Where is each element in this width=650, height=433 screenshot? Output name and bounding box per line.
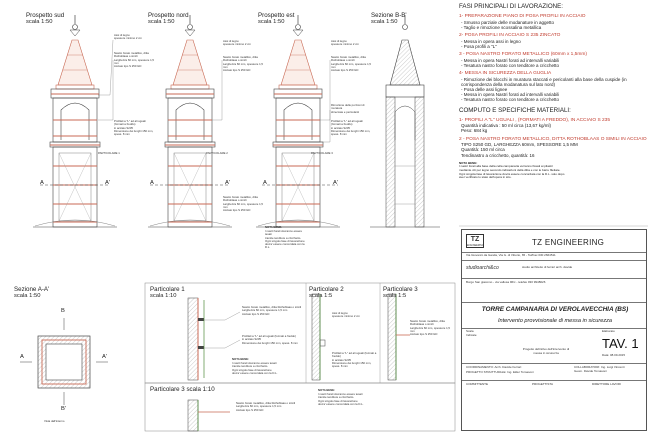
plan-b-label: B [61, 308, 65, 314]
east-elevation-drawing [256, 15, 340, 227]
detail-1-nota-title: NOTA BENE: [232, 357, 250, 361]
detail-2-title: Particolare 2 [309, 286, 344, 293]
plan-b-prime-label: B' [61, 406, 66, 412]
detail-1-annotation-profili: Profilati a "L" ad ali uguali (formati a freddo) in acciaio S235 Dimensione dei lunghi 150 mm, spess. 8 mm [242, 334, 298, 345]
computo-2-item-3: Tendinastro a cricchetto, quantità: 16 [461, 152, 535, 158]
north-elevation-title: Prospetto nord [148, 12, 189, 19]
plan-view-label: Vista dall'interno [44, 419, 65, 423]
elevation-nota-body: I nastri forati dovranno essere tesati tramite tenditore a cricchetto. Ogni singolo fase di lavorazione dovra' essere concordata con la D.L. [265, 229, 305, 250]
section-aa-scale: scala 1:50 [14, 293, 41, 299]
firm-logo-text: TZ [470, 236, 480, 243]
tav-number: TAV. 1 [602, 336, 639, 351]
section-aa-title: Sezione A-A' [14, 286, 50, 293]
east-annotation-profili: Profilati a "L" ad ali uguali (formati a freddo) in acciaio S235 Dimensione dei lunghi 150 mm, spess. 8 mm [331, 119, 371, 137]
phase-4-title: 4- MESSA IN SICUREZZA DELLA GUGLIA [459, 71, 552, 76]
computo-1-title: 1- PROFILI A "L" UGUALI , (FORMATI A FREDDO), IN ACCIAIO S 235 [459, 117, 610, 123]
south-annotation-profili: Profilati a "L" ad ali uguali (formati a freddo) in acciaio S235 Dimensione dei lunghi 150 mm, spess. 8 mm [114, 119, 154, 137]
detail-3b-drawing [188, 400, 230, 431]
computo-1-item-1: Quantità indicativa : 50 ml circa (13,67 kg/ml) [461, 123, 552, 129]
phase-1-item-1: - Smusso parziale delle modanature in aggetto [461, 19, 555, 25]
plan-a-prime-label: A' [102, 354, 107, 360]
section-bb-scale: scala 1:50 [371, 19, 398, 25]
phase-4-item-4: - Messa in opera Nastri forati ad intervalli variabili [461, 92, 560, 98]
north-annotation-nastro: Nastro forato metallico, ditta Rothoblaas o simili Larghezza 60 mm, spessore 1,5 mm Acciaio tipo S 250 GD [223, 55, 263, 73]
phase-4-item-5: - Tesatura nastro forato con tenditore a cricchetto [461, 97, 559, 103]
computo-heading: COMPUTO E SPECIFICHE MATERIALI: [459, 106, 571, 114]
firm-logo [466, 234, 484, 248]
east-annotation-rimozione: Rimozione delle porzioni di muratura sbreccate e pericolanti [331, 103, 365, 114]
phase-3-item-1: - Messa in opera Nastri forati ad intervalli variabili [461, 57, 560, 63]
direttore-label: DIRETTORE LAVORI [592, 382, 621, 386]
detail-1-nota-body: I nastri forati dovranno essere tesati tramite tenditore a cricchetto. Ogni singolo fase di lavorazione dovra' essere concordata con la D.L. [232, 361, 278, 375]
spec-nota-line-2: mediante viti per legno secondo indicazioni della ditta e con le barre filettate. [459, 168, 561, 172]
phase-1-item-2: - Taglio e rimozione scossalina metallica [461, 24, 542, 30]
project-subtitle: Intervento provvisionale di messa in sicurezza [497, 318, 613, 324]
detail-3-annotation-nastro: Nastro forato metallico, ditta Rothoblaas o simili Larghezza 60 mm, spessore 1,5 mm Acciaio tipo S 250 GD [410, 319, 450, 337]
east-annotation-nastro: Nastro forato metallico, ditta Rothoblaas o simili Larghezza 60 mm, spessore 1,5 mm Acciaio tipo S 250 GD [331, 55, 371, 73]
progettista-label: PROGETTISTA [532, 382, 553, 386]
section-aa-drawing [20, 318, 108, 405]
detail-3b-nota-body: I nastri forati dovranno essere tesati tramite tenditore a cricchetto. Ogni singolo fase di lavorazione dovra' essere concordata con la D.L. [318, 392, 364, 406]
particolare-2-label: PARTICOLARE 2 [206, 151, 228, 155]
detail-3b-annotation-nastro: Nastro forato metallico, ditta Rothoblaas o simili Larghezza 60 mm, spessore 1,5 mm Acciaio tipo S 250 GD [236, 401, 296, 412]
detail-3b-nota-title: NOTA BENE: [318, 388, 336, 392]
phase-2-item-2: - Posa profili a "L" [461, 43, 497, 49]
coordinator: COORDINAMENTO: Arch. Davide Ferrari [466, 365, 522, 369]
detail-2-annotation-profili: Profilati a "L" ad ali uguali (formati a freddo) in acciaio S235 Dimensione dei lunghi 150 mm, spess. 8 mm [332, 351, 377, 369]
phase-2-item-1: - Messa in opera assi in legno [461, 38, 521, 44]
phase-1-title: 1- PREPARAZIONE PIANO DI POSA PROFILI IN ACCIAIO [459, 14, 586, 19]
section-a-prime-label: A' [105, 180, 110, 186]
detail-3b-title: Particolare 3 scala 1:10 [150, 386, 215, 393]
committente-label: COMMITTENTE [466, 382, 488, 386]
computo-2-item-2: Quantità: 150 ml circa [461, 147, 505, 153]
phase-4-item-2: corrispondenza della modanatura sul lato nord) [461, 81, 556, 87]
north-elevation-scale: scala 1:50 [148, 19, 175, 25]
phase-3-title: 3 - POSA NASTRO FORATO METALLICO (60mm x 1,5mm) [459, 52, 587, 57]
phase-4-item-1: - Rimozione dei blocchi in muratura staccati e pericolanti alla base della cuspide (in [461, 76, 627, 82]
east-a-label: A [263, 180, 267, 186]
specifications-panel [459, 3, 647, 180]
firm-name: TZ ENGINEERING [532, 238, 605, 247]
detail-3-drawing [388, 294, 410, 380]
studio-address: Borgo San giacomo - via vallosa 96/c - telefax 030 9948026 [466, 280, 546, 284]
phases-heading: FASI PRINCIPALI DI LAVORAZIONE: [459, 3, 563, 10]
elaborato-label: Elaborato [602, 329, 615, 333]
detail-1-scale: scala 1:10 [150, 293, 177, 299]
firm-address: Via Giovanni da Ganda, Via G. di Vittorio, 65 - Tel/Fax 030 2664511 [466, 253, 556, 257]
spec-nota-line-4: aver verificato lo stato dell'opera in sito. [459, 175, 512, 180]
north-elevation-drawing [148, 15, 232, 227]
phase-2-title: 2- POSA PROFILI IN ACCIAIO S 235 ZINCATO [459, 33, 561, 38]
south-elevation-title: Prospetto sud [26, 12, 65, 19]
drawing-date: Data: 08.09.2015 [602, 353, 626, 357]
detail-2-annotation-assi: Assi di legno spessore minimo 2 cm [332, 311, 360, 319]
detail-1-annotation-nastro: Nastro forato metallico, ditta Rothoblaas o simili Larghezza 60 mm, spessore 1,5 mm Acciaio tipo S 250 GD [242, 305, 302, 316]
scale-value: Indicate [466, 333, 477, 337]
firm-logo-sub: ENGINEERING [467, 244, 484, 247]
east-annotation-assi: Assi di legno spessore minimo 2 cm [331, 39, 359, 47]
computo-2-title: 2 - POSA NASTRO FORATO METALLICO, DITTA ROTHOBLAAS O SIMILI IN ACCIAIO [459, 136, 647, 142]
structural-designer: PROGETTO STRUTTURALE: Ing. Elder Tomasoni [466, 370, 534, 374]
spec-nota-title: NOTA BENE: [459, 160, 478, 165]
south-elevation-drawing [33, 15, 117, 227]
detail-2-drawing [312, 294, 325, 380]
scale-label: Scala [466, 329, 474, 333]
detail-2-scale: scala 1:5 [309, 293, 333, 299]
computo-1-item-2: Peso: 684 kg [461, 128, 488, 134]
particolare-3-label: PARTICOLARE 3 [311, 151, 333, 155]
section-bb-title: Sezione B-B' [371, 12, 407, 19]
title-block [461, 229, 647, 431]
east-a-prime-label: A' [333, 180, 338, 186]
spec-nota-line-1: I nastri forati alla base della cella campanaria verranno fissati ai pilastri [459, 164, 553, 169]
detail-1-title: Particolare 1 [150, 286, 185, 293]
north-annotation-assi: Assi di legno spessore minimo 2 cm [223, 39, 251, 47]
collaborators: COLLABORATORI: Ing. Luigi Vincenti Geom. Davide Tomasoni [574, 365, 625, 373]
south-annotation-nastro: Nastro forato metallico, ditta Rothoblaas o simili Larghezza 60 mm, spessore 1,5 mm Acciaio tipo S 250 GD [114, 51, 154, 69]
studio-name: studio architetto di ferrari arch. davide [522, 265, 573, 269]
plan-a-label: A [20, 354, 24, 360]
north-a-prime-label: A' [225, 180, 230, 186]
detail-3-title: Particolare 3 [383, 286, 418, 293]
south-elevation-scale: scala 1:50 [26, 19, 53, 25]
phase-3-item-2: - Tesatura nastro forato con tenditore a cricchetto [461, 62, 559, 68]
drawing-description: Progetto definitivo dell'intervento di messa in sicurezza [522, 347, 570, 355]
south-annotation-assi: Assi di legno spessore minimo 2 cm [114, 33, 142, 41]
spec-nota-line-3: Ogni singola fase di lavorazione dovrà essere concordata con la D.L. solo dopo [459, 171, 565, 176]
elevation-nota-title: NOTA BENE: [265, 225, 283, 229]
computo-2-item-1: TIPO S250 GD, LARGHEZZA 60mm, SPESSORE 1,5 MM [461, 142, 578, 148]
studio-logo: studioarchi&co [466, 265, 499, 271]
project-title: TORRE CAMPANARIA DI VEROLAVECCHIA (BS) [481, 306, 629, 313]
north-a-label: A [150, 180, 154, 186]
section-bb-drawing [370, 15, 440, 227]
phase-4-item-3: - Posa delle assi lignee [461, 87, 508, 92]
section-a-label: A [40, 180, 44, 186]
north-annotation-nastro-lower: Nastro forato metallico, ditta Rothoblaas o simili Larghezza 60 mm, spessore 1,5 mm Acciaio tipo S 250 GD [223, 195, 263, 213]
detail-3-scale: scala 1:5 [383, 293, 407, 299]
east-elevation-title: Prospetto est [258, 12, 295, 19]
east-elevation-scale: scala 1:50 [258, 19, 285, 25]
particolare-1-label: PARTICOLARE 1 [98, 151, 120, 155]
